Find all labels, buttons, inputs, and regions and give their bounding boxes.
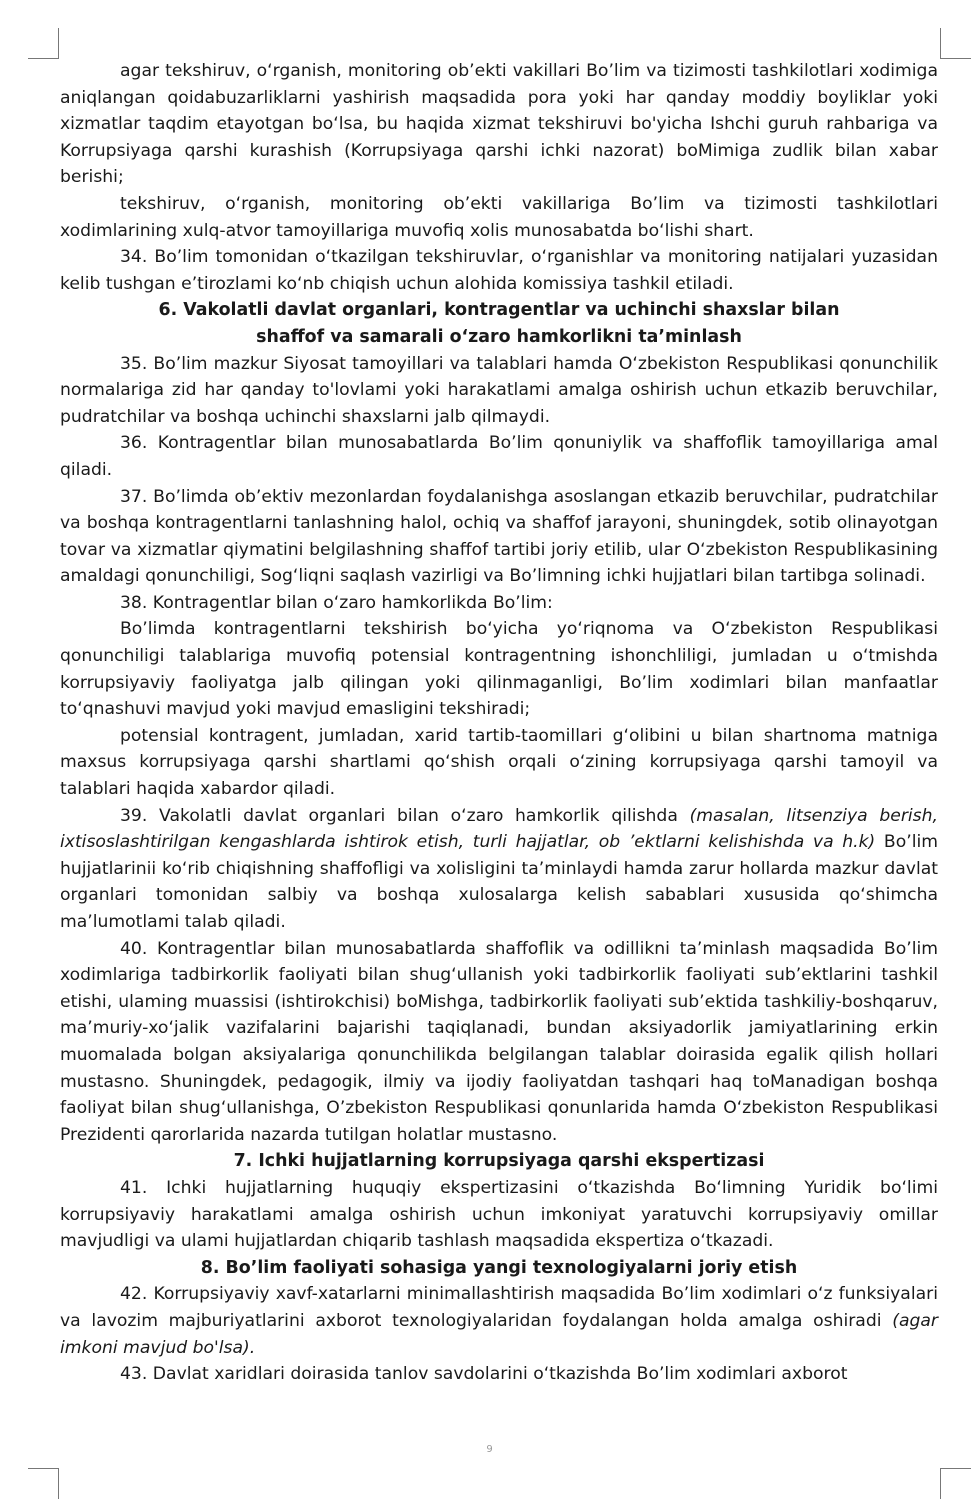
page-number: 9 bbox=[486, 1444, 493, 1455]
crop-mark-bottom-right bbox=[940, 1468, 971, 1499]
section-heading-7: 7. Ichki hujjatlarning korrupsiyaga qarshi ekspertizasi bbox=[233, 1151, 765, 1172]
paragraph-37: 37. Bo’limda ob’ektiv mezonlardan foydalanishga asoslangan etkazib beruvchilar, pudratchilar va boshqa kontragentlarni tanlashning halol, ochiq va shaffof jarayoni, shuningdek, sotib olinayotgan tovar va xizmatlar qiymatini belgilashning shaffof tartibi joriy etilib, ular O‘zbekiston Respublikasining amaldagi qonunchiligi, Sog‘liqni saqlash vazirligi va Bo’limning ichki hujjatlari bilan tartibga solinadi. bbox=[60, 486, 938, 587]
paragraph: agar tekshiruv, o‘rganish, monitoring ob’ekti vakillari Bo’lim va tizimosti tashkilotlari xodimiga aniqlangan qoidabuzarliklarni yashirish maqsadida pora yoki har qanday moddiy boyliklar yoki xizmatlar taqdim etayotgan bo‘lsa, bu haqida xizmat tekshiruvi bo'yicha Ishchi guruh rahbariga va Korrupsiyaga qarshi kurashish (Korrupsiyaga qarshi ichki nazorat) boMimiga zudlik bilan xabar berishi; bbox=[60, 61, 938, 188]
paragraph-38-item-2: potensial kontragent, jumladan, xarid tartib-taomillari g‘olibini u bilan shartnoma matniga maxsus korrupsiyaga qarshi shartlami qo‘shish orqali o‘zining korrupsiyaga qarshi tamoyil va talablari haqida xabardor qiladi. bbox=[60, 725, 938, 800]
document-body bbox=[60, 58, 938, 1388]
section-heading-8 bbox=[60, 1255, 938, 1282]
paragraph-36: 36. Kontragentlar bilan munosabatlarda Bo’lim qonuniylik va shaffoflik tamoyillariga amal qiladi. bbox=[60, 433, 938, 480]
paragraph-39-end: Bo’lim hujjatlarinii ko‘rib chiqishning shaffofligi va xolisligini ta’minlaydi hamda zarur hollarda mazkur davlat organlari tomonidan salbiy va boshqa xulosalarga kelish sabablari xususida qo‘shimcha ma’lumotlami talab qiladi. bbox=[60, 832, 938, 932]
section-heading-6-line2: shaffof va samarali o‘zaro hamkorlikni ta’minlash bbox=[256, 326, 742, 347]
paragraph-40: 40. Kontragentlar bilan munosabatlarda shaffoflik va odillikni ta’minlash maqsadida Bo’lim xodimlariga tadbirkorlik faoliyati bilan shug‘ullanish yoki tadbirkorlik faoliyati sub’ektlarini tashkil etishi, ulaming muassisi (ishtirokchisi) boMishga, tadbirkorlik faoliyati sub’ektida tashkiliy-boshqaruv, ma’muriy-xo‘jalik vazifalarini bajarishi taqiqlanadi, bundan aksiyadorlik jamiyatlarining erkin muomalada bolgan aksiyalariga qonunchilikda belgilangan talablar doirasida egalik qilish hollari mustasno. Shuningdek, pedagogik, ilmiy va ijodiy faoliyatdan tashqari haq toManadigan boshqa faoliyat bilan shug‘ullanishga, O’zbekiston Respublikasi qonunlarida hamda O‘zbekiston Respublikasi Prezidenti qarorlarida nazarda tutilgan holatlar mustasno. bbox=[60, 938, 938, 1145]
paragraph-43: 43. Davlat xaridlari doirasida tanlov savdolarini o‘tkazishda Bo’lim xodimlari axborot bbox=[120, 1364, 848, 1385]
paragraph-42-start: 42. Korrupsiyaviy xavf-xatarlarni minimallashtirish maqsadida Bo’lim xodimlari o‘z funksiyalari va lavozim majburiyatlarini axborot texnologiyalaridan foydalangan holda amalga oshiradi bbox=[60, 1284, 938, 1331]
paragraph-39-italic: (masalan, litsenziya berish, ixtisoslashtirilgan kengashlarda ishtirok etish, turli hajjatlar, ob ’ektlarni kelishishda va h.k) bbox=[60, 805, 938, 853]
section-heading-6-line1: 6. Vakolatli davlat organlari, kontragentlar va uchinchi shaxslar bilan bbox=[158, 300, 840, 321]
paragraph-38: 38. Kontragentlar bilan o‘zaro hamkorlikda Bo’lim: bbox=[120, 592, 553, 613]
paragraph: tekshiruv, o‘rganish, monitoring ob’ekti vakillariga Bo’lim va tizimosti tashkilotlari xodimlarining xulq-atvor tamoyillariga muvofiq xolis munosabatda bo‘lishi shart. bbox=[60, 193, 938, 241]
paragraph-41: 41. Ichki hujjatlarning huquqiy ekspertizasini o‘tkazishda Bo‘limning Yuridik bo‘limi korrupsiyaviy harakatlami amalga oshirish uchun imkoniyat yaratuvchi korrupsiyaviy omillar mavjudligi va ulami hujjatlardan chiqarib tashlash maqsadida ekspertiza o‘tkazadi. bbox=[60, 1177, 938, 1252]
paragraph-42-italic: (agar imkoni mavjud bo'lsa). bbox=[60, 1310, 938, 1358]
section-heading-6 bbox=[60, 297, 938, 350]
section-heading-8-title: Bo’lim faoliyati sohasiga yangi texnologiyalarni joriy etish bbox=[219, 1257, 798, 1278]
paragraph-42 bbox=[60, 1281, 938, 1361]
section-heading-8-number: 8. bbox=[200, 1257, 220, 1278]
crop-mark-top-right bbox=[940, 28, 971, 59]
paragraph-38-item-1: Bo’limda kontragentlarni tekshirish bo‘yicha yo‘riqnoma va O‘zbekiston Respublikasi qonunchiligi talablariga muvofiq potensial kontragentning ishonchliligi, jumladan u o‘tmishda korrupsiyaviy faoliyatga jalb qilingan yoki qilinmaganligi, Bo’lim xodimlari bilan manfaatlar to‘qnashuvi mavjud yoki mavjud emasligini tekshiradi; bbox=[60, 619, 938, 720]
crop-mark-top-left bbox=[28, 28, 59, 59]
paragraph-34: 34. Bo’lim tomonidan o‘tkazilgan tekshiruvlar, o‘rganishlar va monitoring natijalari yuzasidan kelib tushgan e’tirozlami ko‘nb chiqish uchun alohida komissiya tashkil etiladi. bbox=[60, 247, 938, 294]
paragraph-39-start: 39. Vakolatli davlat organlari bilan o‘zaro hamkorlik qilishda bbox=[120, 805, 690, 826]
paragraph-39 bbox=[60, 803, 938, 936]
paragraph-35: 35. Bo’lim mazkur Siyosat tamoyillari va talablari hamda O‘zbekiston Respublikasi qonunchilik normalariga zid har qanday to'lovlami yoki harakatlami amalga oshirish uchun etkazib beruvchilar, pudratchilar va boshqa uchinchi shaxslarni jalb qilmaydi. bbox=[60, 353, 938, 427]
crop-mark-bottom-left bbox=[28, 1468, 59, 1499]
